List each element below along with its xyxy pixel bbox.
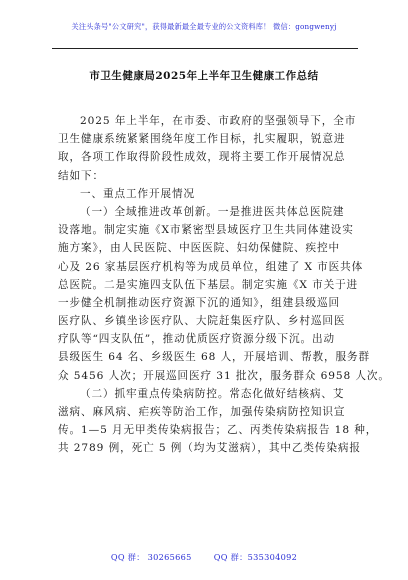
qq-group-1: QQ 群： 30265665 <box>110 552 192 562</box>
paragraph-line: 卫生健康系统紧紧围绕年度工作目标，扎实履职，锐意进 <box>58 133 346 146</box>
footer-contacts <box>0 552 408 563</box>
paragraph-line: 一步健全机制推动医疗资源下沉的通知》，组建县级巡回 <box>58 296 341 309</box>
header-banner: 关注头条号"公文研究"，获得最新最全最专业的公文资料库！ 微信：gongwenyj <box>71 22 337 31</box>
paragraph-line: 众 5456 人次；开展巡回医疗 31 批次，服务群众 6958 人次。 <box>58 369 390 382</box>
paragraph-line: 总医院。二是实施四支队伍下基层。制定实施《X 市关于进 <box>58 278 359 291</box>
paragraph-line: 取，各项工作取得阶段性成效，现将主要工作开展情况总 <box>58 151 346 164</box>
paragraph-line: 心及 26 家基层医疗机构等为成员单位，组建了 X 市医共体 <box>58 260 364 273</box>
paragraph-line: （一）全域推进改革创新。一是推进医共体总医院建 <box>80 205 345 218</box>
header-divider <box>52 48 358 49</box>
paragraph-line: 滋病、麻风病、疟疾等防治工作，加强传染病防控知识宣 <box>58 406 346 418</box>
section-heading: 一、重点工作开展情况 <box>80 187 195 200</box>
paragraph-line: 设落地。制定实施《X市紧密型县域医疗卫生共同体建设实 <box>58 224 354 237</box>
paragraph-line: 传。1—5 月无甲类传染病报告；乙、丙类传染病报告 18 种， <box>58 424 378 437</box>
paragraph-line: 共 2789 例，死亡 5 例（均为艾滋病），其中乙类传染病报 <box>58 442 361 455</box>
document-body <box>58 112 390 458</box>
paragraph-line: （二）抓牢重点传染病防控。常态化做好结核病、艾 <box>80 387 345 400</box>
paragraph-line: 2025 年上半年，在市委、市政府的坚强领导下，全市 <box>80 115 357 127</box>
paragraph-line: 施方案》，由人民医院、中医医院、妇幼保健院、疾控中 <box>58 242 341 255</box>
paragraph-line: 疗队等“四支队伍”，推动优质医疗资源分级下沉。出动 <box>58 333 335 346</box>
qq-group-2: QQ 群：535304092 <box>213 552 298 562</box>
paragraph-line: 县级医生 64 名、乡级医生 68 人，开展培训、帮教，服务群 <box>58 351 370 364</box>
paragraph-line: 结如下： <box>58 169 104 182</box>
paragraph-line: 医疗队、乡镇坐诊医疗队、大院赶集医疗队、乡村巡回医 <box>58 315 346 328</box>
document-title: 市卫生健康局2025年上半年卫生健康工作总结 <box>89 70 319 82</box>
